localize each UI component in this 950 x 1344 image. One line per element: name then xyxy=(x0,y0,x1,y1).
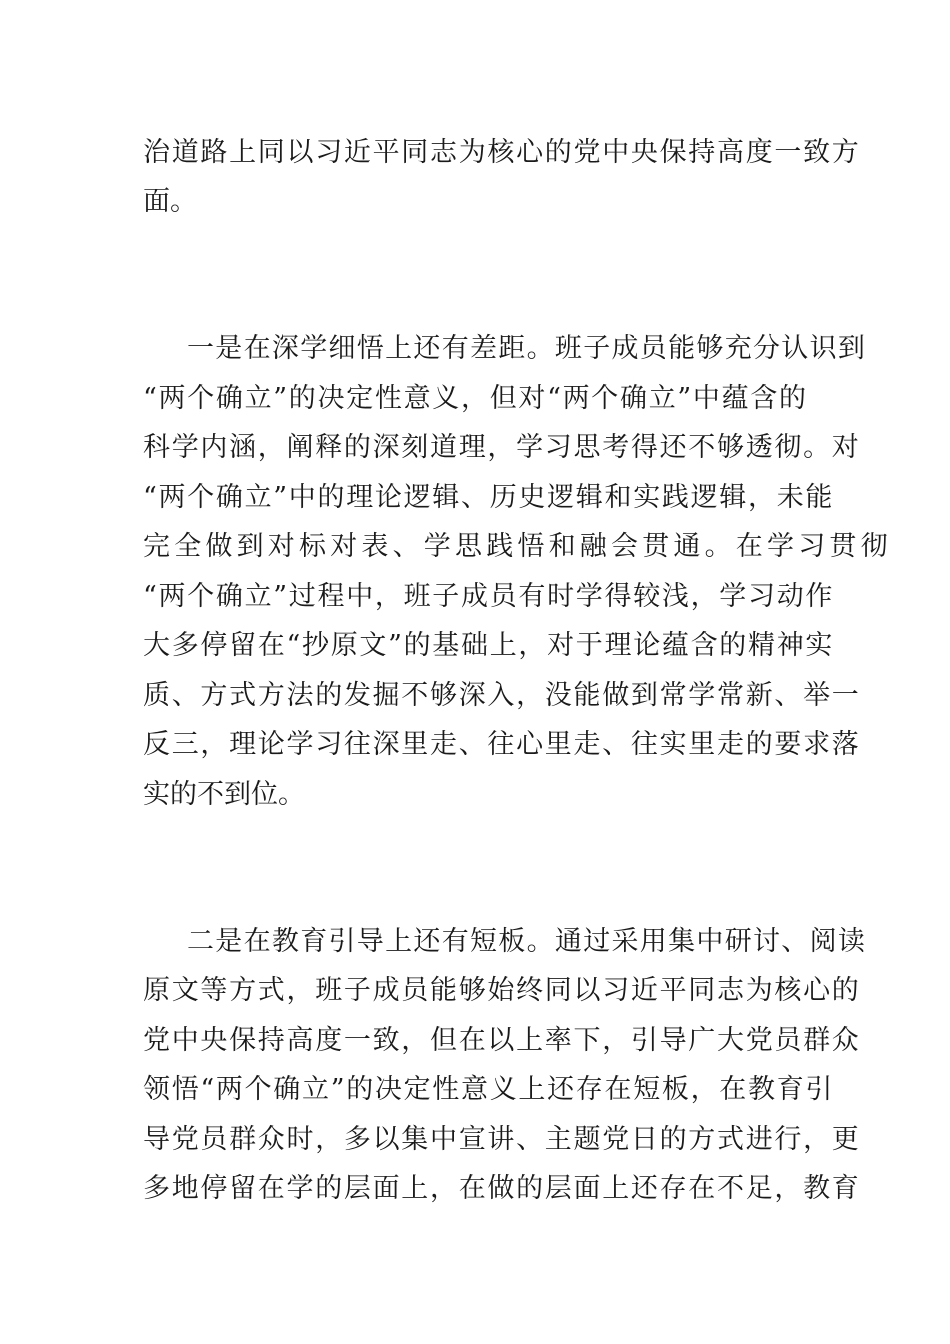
paragraph-line: 面。 xyxy=(143,186,197,217)
paragraph-line: “两个确立”过程中，班子成员有时学得较浅，学习动作 xyxy=(143,581,835,612)
paragraph-line: 领悟“两个确立”的决定性意义上还存在短板，在教育引 xyxy=(143,1074,835,1105)
paragraph-line: 一是在深学细悟上还有差距。班子成员能够充分认识到 xyxy=(187,333,867,364)
paragraph-line: 党中央保持高度一致，但在以上率下，引导广大党员群众 xyxy=(143,1025,861,1056)
paragraph-line: 科学内涵，阐释的深刻道理，学习思考得还不够透彻。对 xyxy=(143,432,861,463)
paragraph-line: 完全做到对标对表、学思践悟和融会贯通。在学习贯彻 xyxy=(143,531,892,562)
paragraph-line: 二是在教育引导上还有短板。通过采用集中研讨、阅读 xyxy=(187,926,867,957)
paragraph-line: 质、方式方法的发掘不够深入，没能做到常学常新、举一 xyxy=(143,680,861,711)
paragraph-line: 原文等方式，班子成员能够始终同以习近平同志为核心的 xyxy=(143,975,861,1006)
paragraph-line: 大多停留在“抄原文”的基础上，对于理论蕴含的精神实 xyxy=(143,630,835,661)
paragraph-line: “两个确立”的决定性意义，但对“两个确立”中蕴含的 xyxy=(143,383,808,414)
paragraph-line: 导党员群众时，多以集中宣讲、主题党日的方式进行，更 xyxy=(143,1124,861,1155)
paragraph-line: 反三，理论学习往深里走、往心里走、往实里走的要求落 xyxy=(143,729,861,760)
paragraph-line: 实的不到位。 xyxy=(143,779,305,810)
paragraph-line: 治道路上同以习近平同志为核心的党中央保持高度一致方 xyxy=(143,137,861,168)
paragraph-line: “两个确立”中的理论逻辑、历史逻辑和实践逻辑，未能 xyxy=(143,482,835,513)
paragraph-line: 多地停留在学的层面上，在做的层面上还存在不足，教育 xyxy=(143,1173,861,1204)
